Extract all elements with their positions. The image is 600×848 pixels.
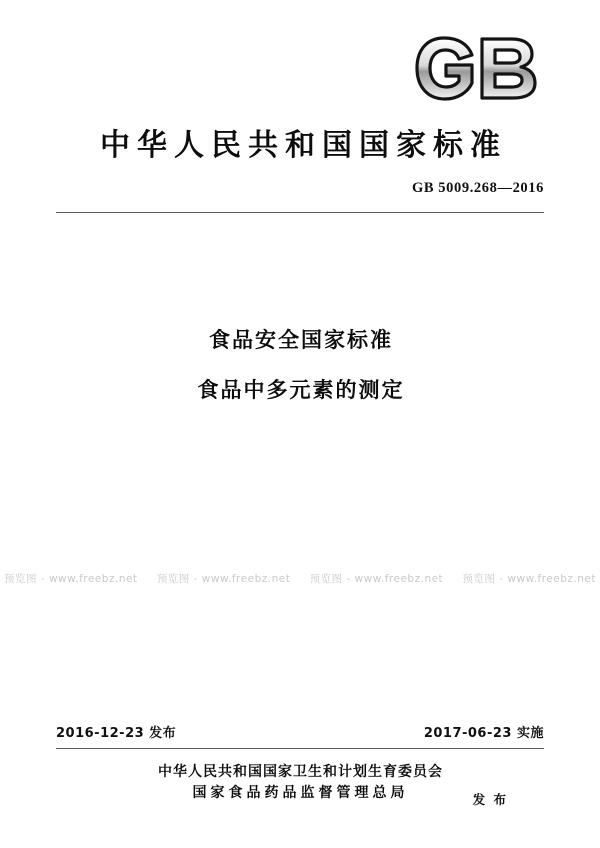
issuer-line-2-wrap [192, 783, 409, 803]
watermark-text: 预览图 - www.freebz.net [4, 572, 138, 585]
issuer-line-1: 中华人民共和国国家卫生和计划生育委员会 [158, 764, 443, 780]
document-title-block [0, 330, 600, 401]
implement-date: 2017-06-23 实施 [423, 726, 544, 741]
header-divider [56, 212, 544, 213]
gb-logo [414, 34, 544, 104]
watermark-band [0, 568, 600, 588]
watermark-text: 预览图 - www.freebz.net [309, 572, 444, 585]
date-row [56, 722, 544, 741]
national-standard-title: 中华人民共和国国家标准 [100, 128, 507, 163]
watermark-text: 预览图 - www.freebz.net [462, 572, 596, 585]
standard-number: GB 5009.268—2016 [411, 180, 544, 196]
page-title: 食品安全国家标准 [209, 328, 393, 352]
issuer-line-2: 国家食品药品监督管理总局 [192, 785, 409, 802]
footer-divider [56, 748, 544, 749]
page-subtitle: 食品中多元素的测定 [197, 378, 405, 402]
publish-date: 2016-12-23 发布 [56, 726, 177, 741]
watermark-text: 预览图 - www.freebz.net [156, 572, 291, 585]
issuer-block [0, 762, 600, 804]
issue-word: 发 布 [472, 792, 508, 807]
